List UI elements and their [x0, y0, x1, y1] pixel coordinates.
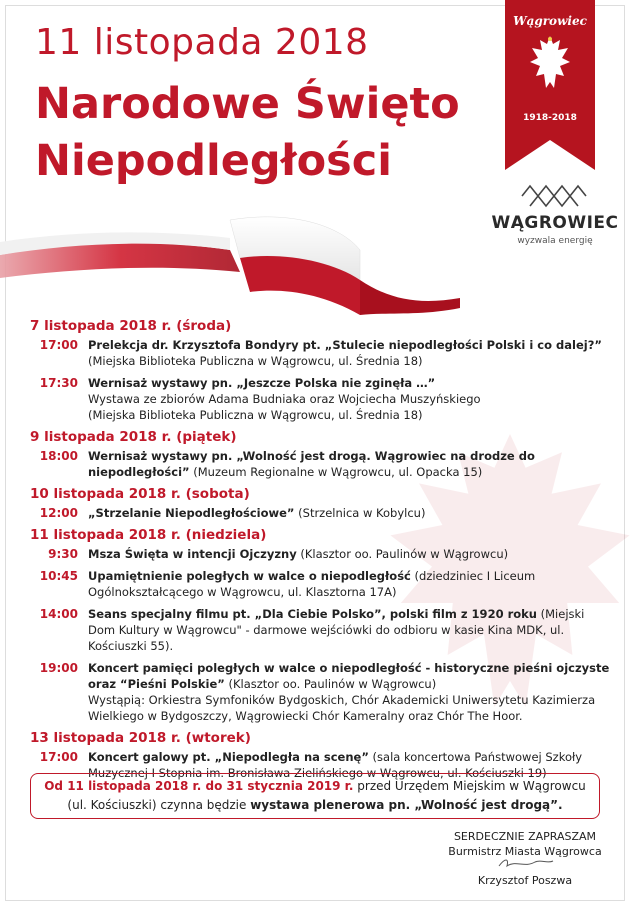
event-body: [88, 337, 610, 369]
schedule-day: [30, 527, 610, 724]
event-time: 19:00: [39, 661, 78, 675]
event-title: Wernisaż wystawy pn. „Jeszcze Polska nie zginęła …”: [88, 376, 436, 390]
event-title: „Strzelanie Niepodległościowe”: [88, 506, 295, 520]
town-logo-name: WĄGROWIEC: [491, 213, 619, 233]
event-time: 17:00: [39, 750, 78, 764]
white-eagle-icon: [528, 34, 572, 96]
notice-exhibition: wystawa plenerowa pn. „Wolność jest drogą”.: [250, 798, 563, 812]
event-title: Koncert pamięci poległych w walce o niepodległość - historyczne pieśni ojczyste oraz “Pieśni Polskie”: [88, 661, 610, 691]
event-row: [30, 505, 610, 521]
event-row: [30, 660, 610, 724]
event-detail: (Miejska Biblioteka Publiczna w Wągrowcu, ul. Średnia 18): [88, 354, 423, 368]
event-time: 18:00: [39, 449, 78, 463]
title-line-1: Narodowe Święto: [35, 79, 460, 129]
event-location: (dziedziniec I Liceum Ogólnokształcącego w Wągrowcu, ul. Klasztorna 17A): [88, 569, 536, 599]
outdoor-exhibition-notice: [30, 773, 600, 819]
handwritten-signature-icon: [495, 856, 555, 870]
event-time: 17:00: [39, 338, 78, 352]
day-heading: 7 listopada 2018 r. (środa): [30, 318, 232, 334]
event-row: [30, 546, 610, 562]
event-time: 12:00: [39, 506, 78, 520]
notice-dates: Od 11 listopada 2018 r. do 31 stycznia 2019 r.: [44, 779, 354, 793]
event-body: [88, 546, 610, 562]
event-time: 10:45: [39, 569, 78, 583]
event-detail: Wystawa ze zbiorów Adama Budniaka oraz Wojciecha Muszyńskiego: [88, 392, 481, 406]
day-heading: 10 listopada 2018 r. (sobota): [30, 486, 250, 502]
event-row: [30, 606, 610, 654]
town-logo-tagline: wyzwala energię: [517, 236, 593, 246]
schedule-day: [30, 318, 610, 423]
day-heading: 9 listopada 2018 r. (piątek): [30, 429, 237, 445]
event-title: Upamiętnienie poległych w walce o niepodległość: [88, 569, 411, 583]
signature-name: Krzysztof Poszwa: [477, 874, 573, 887]
event-location: (Klasztor oo. Paulinów w Wągrowcu): [296, 547, 509, 561]
day-heading: 13 listopada 2018 r. (wtorek): [30, 730, 251, 746]
event-title: Prelekcja dr. Krzysztofa Bondyry pt. „Stulecie niepodległości Polski i co dalej?”: [88, 338, 602, 352]
event-time: 17:30: [39, 376, 78, 390]
schedule-day: [30, 486, 610, 521]
event-detail: (Miejska Biblioteka Publiczna w Wągrowcu, ul. Średnia 18): [88, 408, 423, 422]
event-location: (Strzelnica w Kobylcu): [294, 506, 426, 520]
schedule-day: [30, 429, 610, 480]
event-location: (Muzeum Regionalne w Wągrowcu, ul. Opacka 15): [189, 465, 483, 479]
signature-invite: SERDECZNIE ZAPRASZAM: [453, 830, 597, 843]
event-row: [30, 375, 610, 423]
title-line-2: Niepodległości: [35, 136, 392, 186]
event-title: Koncert galowy pt. „Niepodległa na scenę”: [88, 750, 369, 764]
event-body: [88, 505, 610, 521]
event-date: 11 listopada 2018: [35, 22, 369, 63]
day-heading: 11 listopada 2018 r. (niedziela): [30, 527, 267, 543]
event-row: [30, 568, 610, 600]
event-detail: Wystąpią: Orkiestra Symfoników Bydgoskich, Chór Akademicki Uniwersytetu Kazimierza Wielkiego w Bydgoszczy, Wągrowiecki Chór Kameralny oraz Chór The Hoor.: [88, 693, 596, 723]
event-row: [30, 448, 610, 480]
notice-address: (ul. Kościuszki) czynna będzie: [67, 798, 251, 812]
banner-years: 1918-2018: [523, 113, 577, 123]
event-body: [88, 660, 610, 724]
event-row: [30, 337, 610, 369]
event-location: (Klasztor oo. Paulinów w Wągrowcu): [224, 677, 437, 691]
event-location: (Miejski Dom Kultury w Wągrowcu" - darmowe wejściówki do odbioru w kasie Kina MDK, ul. Kościuszki 55).: [88, 607, 585, 653]
flag-ribbon: [0, 180, 460, 330]
event-body: [88, 448, 610, 480]
event-time: 14:00: [39, 607, 78, 621]
event-body: [88, 606, 610, 654]
event-time: 9:30: [48, 547, 78, 561]
banner-city-name: Wągrowiec: [513, 14, 587, 28]
event-title: Wernisaż wystawy pn. „Wolność jest drogą. Wągrowiec na drodze do niepodległości”: [88, 449, 535, 479]
event-title: Seans specjalny filmu pt. „Dla Ciebie Polsko”, polski film z 1920 roku: [88, 607, 537, 621]
signature-role: Burmistrz Miasta Wągrowca: [448, 845, 602, 858]
event-schedule: [30, 318, 610, 787]
event-body: [88, 375, 610, 423]
notice-location: przed Urzędem Miejskim w Wągrowcu: [353, 779, 586, 793]
event-location: (sala koncertowa Państwowej Szkoły Muzycznej I Stopnia im. Bronisława Zielińskiego w Wągrowcu, ul. Kościuszki 19): [88, 750, 583, 780]
event-title: Msza Święta w intencji Ojczyzny: [88, 547, 297, 561]
town-logo-icon: [520, 180, 590, 212]
event-body: [88, 568, 610, 600]
